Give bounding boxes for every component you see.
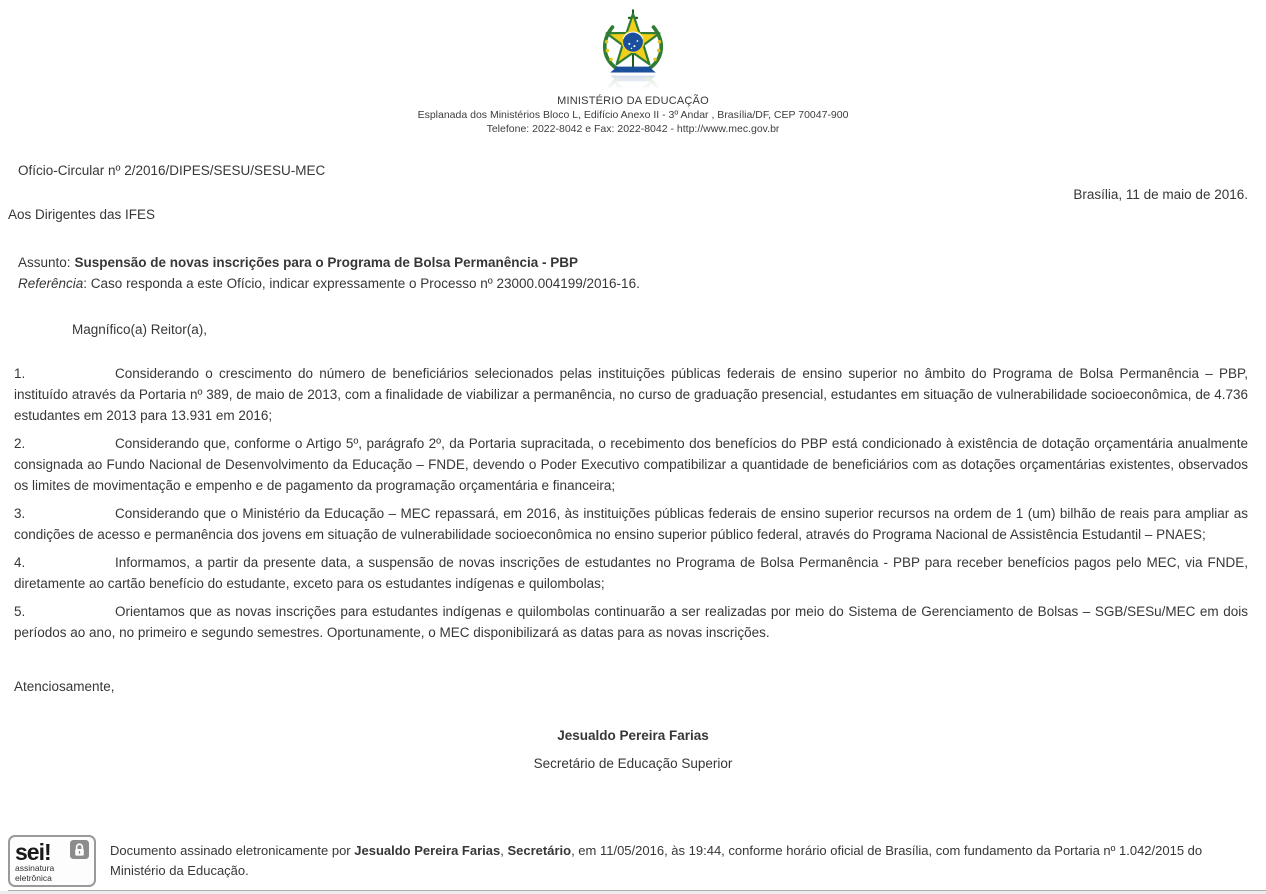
paragraph-number: 4. bbox=[14, 555, 26, 570]
oficio-number: Ofício-Circular nº 2/2016/DIPES/SESU/SESU-MEC bbox=[18, 163, 326, 178]
salutation: Magnífico(a) Reitor(a), bbox=[72, 322, 208, 337]
subject-text: Suspensão de novas inscrições para o Programa de Bolsa Permanência - PBP bbox=[74, 255, 578, 270]
statement-suffix: , em 11/05/2016, às 19:44, conforme horário oficial de Brasília, com fundamento da Portaria nº 1.042/2015 do Ministério da Educação. bbox=[110, 843, 1203, 878]
paragraph bbox=[14, 601, 1248, 643]
coat-of-arms-reflection bbox=[596, 74, 670, 90]
letter-body bbox=[14, 363, 1248, 643]
paragraph-number: 2. bbox=[14, 436, 26, 451]
paragraph-number: 3. bbox=[14, 506, 26, 521]
statement-role: Secretário bbox=[507, 843, 572, 858]
paragraph bbox=[14, 503, 1248, 545]
ministry-address: Esplanada dos Ministérios Bloco L, Edifício Anexo II - 3º Andar , Brasília/DF, CEP 70047-900 bbox=[417, 109, 849, 121]
paragraph-number: 5. bbox=[14, 604, 26, 619]
statement-prefix: Documento assinado eletronicamente por bbox=[110, 843, 355, 858]
paragraph-text: Informamos, a partir da presente data, a suspensão de novas inscrições de estudantes no Programa de Bolsa Permanência - PBP para receber benefícios pagos pelo MEC, via FNDE, diretamente ao cartão benefício do estudante, exceto para os estudantes indígenas e quilombolas; bbox=[14, 555, 1248, 591]
reference-label: Referência bbox=[18, 276, 84, 291]
paragraph bbox=[14, 363, 1248, 426]
brazil-coat-of-arms-icon bbox=[596, 8, 670, 90]
paragraph-text: Considerando o crescimento do número de beneficiários selecionados pelas instituições públicas federais de ensino superior no âmbito do Programa de Bolsa Permanência – PBP, instituído através da Portaria nº 389, de maio de 2013, com a finalidade de viabilizar a permanência, no curso de graduação presencial, estudantes em situação de vulnerabilidade socioeconômica, de 4.736 estudantes em 2013 para 13.931 em 2016; bbox=[14, 366, 1248, 423]
subject-line bbox=[18, 255, 1248, 270]
statement-mid: , bbox=[500, 843, 508, 858]
ministry-name: MINISTÉRIO DA EDUCAÇÃO bbox=[557, 95, 709, 107]
signature-statement bbox=[110, 841, 1256, 881]
document-header bbox=[0, 0, 1266, 135]
paragraph bbox=[14, 552, 1248, 594]
paragraph-number: 1. bbox=[14, 366, 26, 381]
reference-text: : Caso responda a este Ofício, indicar expressamente o Processo nº 23000.004199/2016-16. bbox=[83, 276, 640, 291]
signature-footer bbox=[8, 835, 1256, 887]
paragraph-text: Considerando que o Ministério da Educação – MEC repassará, em 2016, às instituições públicas federais de ensino superior recursos na ordem de 1 (um) bilhão de reais para ampliar as condições de acesso e permanência dos jovens em situação de vulnerabilidade socioeconômica no ensino superior público federal, através do Programa Nacional de Assistência Estudantil – PNAES; bbox=[14, 506, 1248, 542]
closing: Atenciosamente, bbox=[14, 679, 115, 694]
sei-subtitle-line1: assinatura bbox=[15, 863, 55, 873]
lock-icon bbox=[70, 840, 89, 859]
sei-logo bbox=[8, 835, 96, 887]
subject-label: Assunto: bbox=[18, 255, 71, 270]
signer-title: Secretário de Educação Superior bbox=[533, 756, 733, 771]
date-line: Brasília, 11 de maio de 2016. bbox=[1073, 187, 1248, 202]
reference-line bbox=[18, 276, 1248, 291]
statement-signer: Jesualdo Pereira Farias bbox=[354, 843, 501, 858]
signer-name: Jesualdo Pereira Farias bbox=[557, 728, 709, 743]
sei-subtitle-line2: eletrônica bbox=[15, 872, 52, 883]
ministry-contact: Telefone: 2022-8042 e Fax: 2022-8042 - http://www.mec.gov.br bbox=[486, 123, 780, 135]
paragraph bbox=[14, 433, 1248, 496]
addressee-line: Aos Dirigentes das IFES bbox=[8, 207, 156, 222]
sei-wordmark: sei! bbox=[15, 839, 51, 865]
paragraph-text: Orientamos que as novas inscrições para estudantes indígenas e quilombolas continuarão a ser realizadas por meio do Sistema de Gerenciamento de Bolsas – SGB/SESu/MEC em dois períodos ao ano, no primeiro e segundo semestres. Oportunamente, o MEC disponibilizará as datas para as novas inscrições. bbox=[14, 604, 1248, 640]
paragraph-text: Considerando que, conforme o Artigo 5º, parágrafo 2º, da Portaria supracitada, o recebimento dos benefícios do PBP está condicionado à existência de dotação orçamentária anualmente consignada ao Fundo Nacional de Desenvolvimento da Educação – FNDE, devendo o Poder Executivo compatibilizar a quantidade de beneficiários com as dotações orçamentárias existentes, observados os limites de movimentação e empenho e de pagamento da programação orçamentária e financeira; bbox=[14, 436, 1248, 493]
